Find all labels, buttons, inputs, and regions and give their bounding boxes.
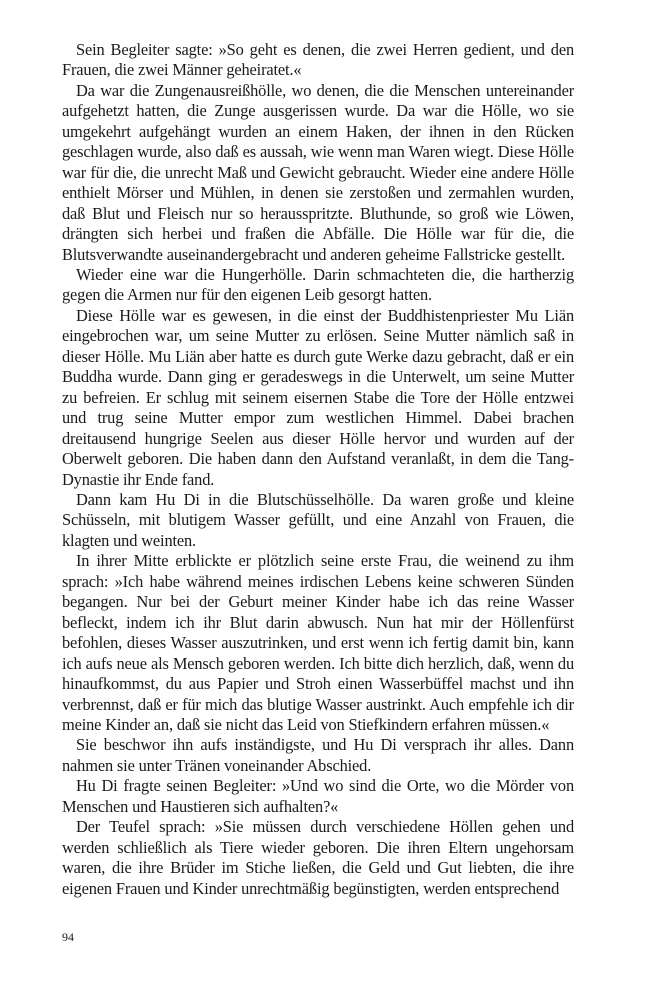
paragraph: Hu Di fragte seinen Begleiter: »Und wo sind die Orte, wo die Mörder von Menschen und Haustieren sich aufhalten?« xyxy=(62,776,574,816)
paragraph: In ihrer Mitte erblickte er plötzlich seine erste Frau, die weinend zu ihm sprach: »Ich habe während meines irdischen Lebens keine schweren Sünden begangen. Nur bei der Geburt meiner Kinder habe ich das reine Wasser befleckt, indem ich ihr Blut darin abwusch. Nun hat mir der Höllenfürst befohlen, dieses Wasser auszutrinken, und erst wenn ich fertig damit bin, kann ich aufs neue als Mensch geboren werden. Ich bitte dich herzlich, daß, wenn du hinaufkommst, du aus Papier und Stroh einen Wasserbüffel machst und ihn verbrennst, daß er für mich das blutige Wasser austrinkt. Auch empfehle ich dir meine Kinder an, daß sie nicht das Leid von Stiefkindern erfahren müssen.« xyxy=(62,551,574,734)
paragraph: Dann kam Hu Di in die Blutschüsselhölle. Da waren große und kleine Schüsseln, mit blutigem Wasser gefüllt, und eine Anzahl von Frauen, die klagten und weinten. xyxy=(62,489,574,550)
page-body xyxy=(62,40,574,899)
paragraph-last-partial: Der Teufel sprach: »Sie müssen durch verschiedene Höllen gehen und werden schließlich als Tiere wieder geboren. Die ihren Eltern ungehorsam waren, die ihre Brüder im Stiche ließen, die Geld und Gut liebten, die ihre eigenen Frauen und Kinder unrechtmäßig begünstigten, werden entsprechend xyxy=(62,817,574,898)
page-number: 94 xyxy=(62,930,74,944)
paragraph: Sie beschwor ihn aufs inständigste, und Hu Di versprach ihr alles. Dann nahmen sie unter Tränen voneinander Abschied. xyxy=(62,735,574,775)
paragraph: Diese Hölle war es gewesen, in die einst der Buddhistenpriester Mu Liän eingebrochen war, um seine Mutter zu erlösen. Seine Mutter nämlich saß in dieser Hölle. Mu Liän aber hatte es durch gute Werke dazu gebracht, daß er ein Buddha wurde. Dann ging er geradeswegs in die Unterwelt, um seine Mutter zu befreien. Er schlug mit seinem eisernen Stabe die Tore der Hölle entzwei und trug seine Mutter empor zum westlichen Himmel. Dabei brachen dreitausend hungrige Seelen aus dieser Hölle hervor und wurden auf der Oberwelt geboren. Die haben dann den Aufstand veranlaßt, in dem die Tang-Dynastie ihr Ende fand. xyxy=(62,305,574,489)
paragraph: Sein Begleiter sagte: »So geht es denen, die zwei Herren gedient, und den Frauen, die zwei Männer geheiratet.« xyxy=(62,40,574,80)
paragraph: Wieder eine war die Hungerhölle. Darin schmachteten die, die hartherzig gegen die Armen nur für den eigenen Leib gesorgt hatten. xyxy=(62,264,574,305)
paragraph: Da war die Zungenausreißhölle, wo denen, die die Menschen untereinander aufgehetzt hatten, die Zunge ausgerissen wurde. Da war die Hölle, wo sie umgekehrt aufgehängt wurden an einem Haken, der ihnen in den Rücken geschlagen wurde, also daß es aussah, wie wenn man Waren wiegt. Diese Hölle war für die, die unrecht Maß und Gewicht gebraucht. Wieder eine andere Hölle enthielt Mörser und Mühlen, in denen sie zerstoßen und zermahlen wurden, daß Blut und Fleisch nur so herausspritzte. Bluthunde, so groß wie Löwen, drängten sich herbei und fraßen die Abfälle. Die Hölle war für die, die Blutsverwandte auseinandergebracht und anderen geheime Fallstricke gestellt. xyxy=(62,80,574,264)
